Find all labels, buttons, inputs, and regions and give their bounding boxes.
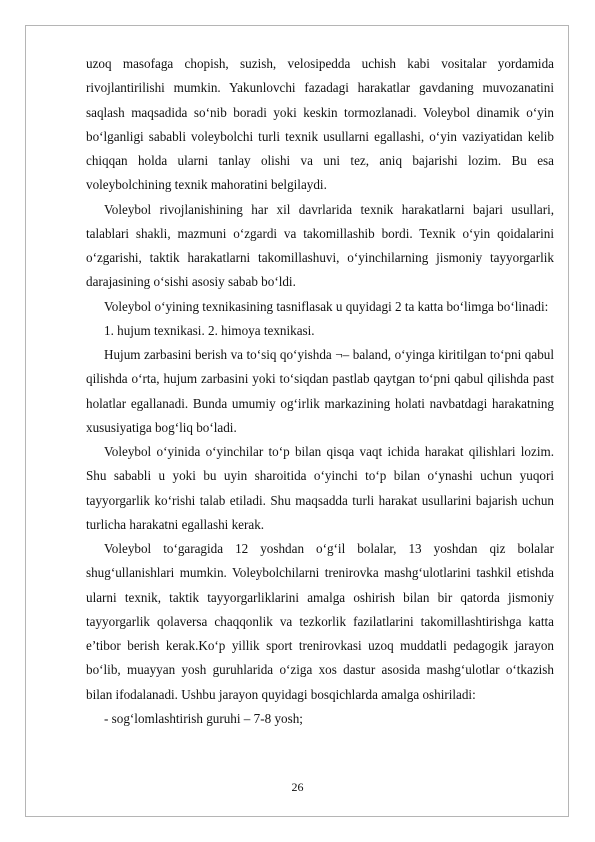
list-item-technique-types: 1. hujum texnikasi. 2. himoya texnikasi. — [104, 322, 315, 338]
paragraph-technique-history: Voleybol rivojlanishining har xil davrlarida texnik harakatlarni bajari usullari, talablari shakli, mazmuni o‘zgardi va takomillashib bordi. Texnik o‘yin qoidalarini o‘zgarishi, taktik harakatlarni takomillashuvi, o‘yinchilarning jismoniy tayyorgarlik darajasining o‘sishi asosiy sabab bo‘ldi. — [86, 201, 554, 290]
paragraph-training-organization: Voleybol to‘garagida 12 yoshdan o‘g‘il bolalar, 13 yoshdan qiz bolalar shug‘ullanishlari mumkin. Voleybolchilarni trenirovka mashg‘ulotlarini tashkil etishda ularni texnik, taktik tayyorgarliklarini amalga oshirish bilan bir qatorda jismoniy tayyorgarlik qolaversa chaqqonlik va tezkorlik fazilatlarini takomillashtirishga katta e’tibor berish kerak.Ko‘p yillik sport trenirovkasi uzoq muddatli pedagogik jarayon bo‘lib, muayyan yosh guruhlarida o‘ziga xos dastur asosida mashg‘ulotlar o‘tkazish bilan ifodalanadi. Ushbu jarayon quyidagi bosqichlarda amalga oshiriladi: — [86, 541, 554, 702]
paragraph-body-positions: Hujum zarbasini berish va to‘siq qo‘yishda ¬– baland, o‘yinga kiritilgan to‘pni qabul qilishda o‘rta, hujum zarbasini yoki to‘siqdan pastlab qaytgan to‘pni qabul qilishda past holatlar egallanadi. Bunda umumiy og‘irlik markazining holati navbatdagi harakatning xususiyatiga bog‘liq bo‘ladi. — [86, 347, 554, 435]
paragraph-player-preparation: Voleybol o‘yinida o‘yinchilar to‘p bilan qisqa vaqt ichida harakat qilishlari lozim. Shu sababli u yoki bu uyin sharoitida o‘yinchi to‘p bilan o‘ynashi uchun yuqori tayyorgarlik ko‘rishi talab etiladi. Shu maqsadda turli harakat usullarini bajarish uchun turlicha harakatni egallashi kerak. — [86, 444, 554, 532]
paragraph-classification: Voleybol o‘yining texnikasining tasniflasak u quyidagi 2 ta katta bo‘limga bo‘linadi: — [104, 298, 549, 314]
list-item-health-group: - sog‘lomlashtirish guruhi – 7-8 yosh; — [104, 710, 303, 726]
page-number: 26 — [291, 780, 304, 794]
document-body — [86, 52, 554, 731]
paragraph-continuation: uzoq masofaga chopish, suzish, velosipedda uchish kabi vositalar yordamida rivojlantirilishi mumkin. Yakunlovchi fazadagi harakatlar gavdaning muvozanatini saqlash maqsadida so‘nib boradi yoki keskin tormozlanadi. Voleybol dinamik o‘yin bo‘lganligi sababli voleybolchi turli texnik usullarni egallashi, o‘yin vaziyatidan kelib chiqqan holda ularni tanlay olishi va uni tez, aniq bajarishi lozim. Bu esa voleybolchining texnik mahoratini belgilaydi. — [86, 56, 554, 193]
